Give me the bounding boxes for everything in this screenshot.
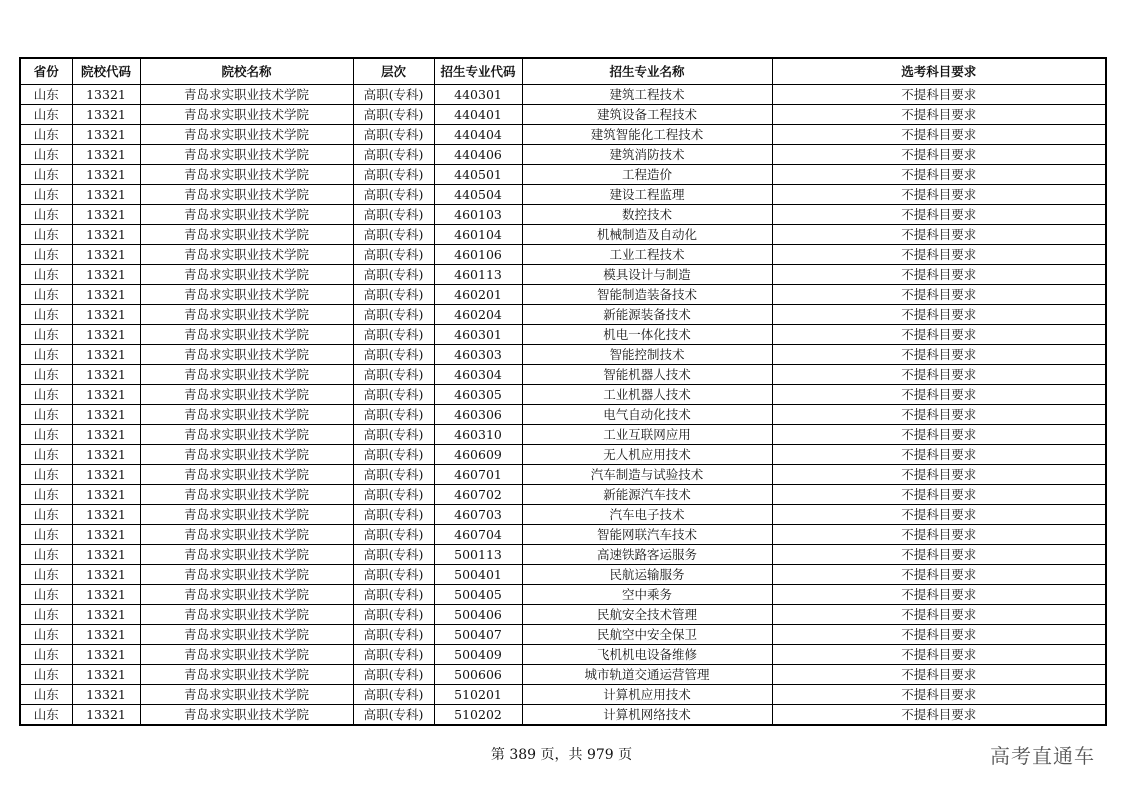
cell-province: 山东 xyxy=(20,565,72,585)
cell-subject-requirement: 不提科目要求 xyxy=(772,585,1106,605)
table-row xyxy=(20,385,1106,405)
cell-school-code: 13321 xyxy=(72,225,140,245)
cell-level: 高职(专科) xyxy=(353,305,434,325)
cell-province: 山东 xyxy=(20,685,72,705)
cell-major-name: 模具设计与制造 xyxy=(522,265,772,285)
cell-major-code: 460310 xyxy=(434,425,522,445)
cell-major-code: 440301 xyxy=(434,85,522,105)
cell-school-code: 13321 xyxy=(72,585,140,605)
table-row xyxy=(20,505,1106,525)
cell-major-name: 数控技术 xyxy=(522,205,772,225)
cell-major-name: 智能机器人技术 xyxy=(522,365,772,385)
table-row xyxy=(20,85,1106,105)
header-school-name: 院校名称 xyxy=(140,58,353,85)
cell-subject-requirement: 不提科目要求 xyxy=(772,285,1106,305)
cell-major-code: 440404 xyxy=(434,125,522,145)
cell-province: 山东 xyxy=(20,245,72,265)
cell-major-code: 460609 xyxy=(434,445,522,465)
table-body xyxy=(20,85,1106,726)
cell-subject-requirement: 不提科目要求 xyxy=(772,505,1106,525)
header-subject-requirement: 选考科目要求 xyxy=(772,58,1106,85)
cell-province: 山东 xyxy=(20,265,72,285)
cell-level: 高职(专科) xyxy=(353,465,434,485)
cell-school-code: 13321 xyxy=(72,425,140,445)
cell-subject-requirement: 不提科目要求 xyxy=(772,365,1106,385)
cell-major-name: 智能制造装备技术 xyxy=(522,285,772,305)
cell-level: 高职(专科) xyxy=(353,345,434,365)
cell-province: 山东 xyxy=(20,545,72,565)
cell-level: 高职(专科) xyxy=(353,685,434,705)
cell-major-code: 460701 xyxy=(434,465,522,485)
cell-major-name: 新能源汽车技术 xyxy=(522,485,772,505)
cell-major-code: 440401 xyxy=(434,105,522,125)
table-row xyxy=(20,545,1106,565)
table-row xyxy=(20,665,1106,685)
cell-school-code: 13321 xyxy=(72,105,140,125)
cell-subject-requirement: 不提科目要求 xyxy=(772,245,1106,265)
table-row xyxy=(20,685,1106,705)
cell-school-code: 13321 xyxy=(72,545,140,565)
cell-province: 山东 xyxy=(20,305,72,325)
cell-major-name: 新能源装备技术 xyxy=(522,305,772,325)
cell-school-name: 青岛求实职业技术学院 xyxy=(140,605,353,625)
table-row xyxy=(20,285,1106,305)
watermark: 高考直通车 xyxy=(990,744,1095,768)
cell-major-name: 工程造价 xyxy=(522,165,772,185)
table-row xyxy=(20,185,1106,205)
cell-major-code: 460306 xyxy=(434,405,522,425)
cell-school-name: 青岛求实职业技术学院 xyxy=(140,285,353,305)
table-row xyxy=(20,565,1106,585)
cell-level: 高职(专科) xyxy=(353,85,434,105)
table-row xyxy=(20,325,1106,345)
cell-major-name: 智能控制技术 xyxy=(522,345,772,365)
cell-level: 高职(专科) xyxy=(353,165,434,185)
table-row xyxy=(20,485,1106,505)
cell-major-code: 460303 xyxy=(434,345,522,365)
cell-school-name: 青岛求实职业技术学院 xyxy=(140,105,353,125)
page-number: 第 389 页，共 979 页 xyxy=(490,747,633,763)
cell-province: 山东 xyxy=(20,525,72,545)
cell-subject-requirement: 不提科目要求 xyxy=(772,445,1106,465)
cell-school-name: 青岛求实职业技术学院 xyxy=(140,325,353,345)
cell-school-name: 青岛求实职业技术学院 xyxy=(140,185,353,205)
cell-level: 高职(专科) xyxy=(353,145,434,165)
table-row xyxy=(20,645,1106,665)
cell-school-name: 青岛求实职业技术学院 xyxy=(140,565,353,585)
cell-major-name: 建筑工程技术 xyxy=(522,85,772,105)
cell-school-code: 13321 xyxy=(72,185,140,205)
table-row xyxy=(20,525,1106,545)
cell-major-code: 460204 xyxy=(434,305,522,325)
cell-province: 山东 xyxy=(20,325,72,345)
cell-major-name: 工业工程技术 xyxy=(522,245,772,265)
cell-school-name: 青岛求实职业技术学院 xyxy=(140,665,353,685)
cell-province: 山东 xyxy=(20,165,72,185)
cell-province: 山东 xyxy=(20,485,72,505)
cell-school-name: 青岛求实职业技术学院 xyxy=(140,425,353,445)
cell-school-name: 青岛求实职业技术学院 xyxy=(140,345,353,365)
cell-school-name: 青岛求实职业技术学院 xyxy=(140,525,353,545)
cell-major-name: 民航运输服务 xyxy=(522,565,772,585)
cell-level: 高职(专科) xyxy=(353,485,434,505)
cell-level: 高职(专科) xyxy=(353,205,434,225)
cell-subject-requirement: 不提科目要求 xyxy=(772,645,1106,665)
cell-major-code: 440504 xyxy=(434,185,522,205)
cell-subject-requirement: 不提科目要求 xyxy=(772,485,1106,505)
table-row xyxy=(20,145,1106,165)
cell-major-name: 飞机机电设备维修 xyxy=(522,645,772,665)
cell-province: 山东 xyxy=(20,505,72,525)
cell-major-name: 建筑设备工程技术 xyxy=(522,105,772,125)
cell-school-code: 13321 xyxy=(72,125,140,145)
cell-level: 高职(专科) xyxy=(353,705,434,726)
cell-major-code: 500606 xyxy=(434,665,522,685)
cell-school-code: 13321 xyxy=(72,405,140,425)
cell-school-name: 青岛求实职业技术学院 xyxy=(140,265,353,285)
cell-level: 高职(专科) xyxy=(353,605,434,625)
cell-subject-requirement: 不提科目要求 xyxy=(772,105,1106,125)
cell-level: 高职(专科) xyxy=(353,565,434,585)
cell-major-name: 建筑智能化工程技术 xyxy=(522,125,772,145)
cell-major-code: 460103 xyxy=(434,205,522,225)
cell-subject-requirement: 不提科目要求 xyxy=(772,145,1106,165)
cell-major-code: 440501 xyxy=(434,165,522,185)
cell-school-code: 13321 xyxy=(72,245,140,265)
table-row xyxy=(20,305,1106,325)
header-school-code: 院校代码 xyxy=(72,58,140,85)
cell-level: 高职(专科) xyxy=(353,245,434,265)
cell-level: 高职(专科) xyxy=(353,265,434,285)
cell-level: 高职(专科) xyxy=(353,425,434,445)
cell-major-code: 500405 xyxy=(434,585,522,605)
cell-province: 山东 xyxy=(20,665,72,685)
cell-school-code: 13321 xyxy=(72,525,140,545)
cell-level: 高职(专科) xyxy=(353,285,434,305)
cell-level: 高职(专科) xyxy=(353,125,434,145)
cell-major-name: 无人机应用技术 xyxy=(522,445,772,465)
cell-major-name: 电气自动化技术 xyxy=(522,405,772,425)
header-major-name: 招生专业名称 xyxy=(522,58,772,85)
cell-subject-requirement: 不提科目要求 xyxy=(772,425,1106,445)
cell-province: 山东 xyxy=(20,85,72,105)
cell-subject-requirement: 不提科目要求 xyxy=(772,325,1106,345)
cell-level: 高职(专科) xyxy=(353,585,434,605)
cell-school-code: 13321 xyxy=(72,305,140,325)
cell-major-name: 民航空中安全保卫 xyxy=(522,625,772,645)
table-row xyxy=(20,165,1106,185)
cell-major-code: 460703 xyxy=(434,505,522,525)
cell-subject-requirement: 不提科目要求 xyxy=(772,185,1106,205)
header-level: 层次 xyxy=(353,58,434,85)
cell-school-code: 13321 xyxy=(72,145,140,165)
cell-school-name: 青岛求实职业技术学院 xyxy=(140,485,353,505)
cell-school-name: 青岛求实职业技术学院 xyxy=(140,225,353,245)
cell-major-code: 500113 xyxy=(434,545,522,565)
table-row xyxy=(20,105,1106,125)
cell-major-code: 460301 xyxy=(434,325,522,345)
cell-province: 山东 xyxy=(20,345,72,365)
cell-major-name: 高速铁路客运服务 xyxy=(522,545,772,565)
cell-level: 高职(专科) xyxy=(353,365,434,385)
header-province: 省份 xyxy=(20,58,72,85)
cell-level: 高职(专科) xyxy=(353,105,434,125)
cell-school-code: 13321 xyxy=(72,345,140,365)
cell-major-code: 510202 xyxy=(434,705,522,726)
cell-major-name: 计算机网络技术 xyxy=(522,705,772,726)
cell-major-name: 智能网联汽车技术 xyxy=(522,525,772,545)
cell-major-name: 空中乘务 xyxy=(522,585,772,605)
cell-school-name: 青岛求实职业技术学院 xyxy=(140,365,353,385)
cell-subject-requirement: 不提科目要求 xyxy=(772,665,1106,685)
cell-province: 山东 xyxy=(20,445,72,465)
cell-school-code: 13321 xyxy=(72,205,140,225)
cell-major-name: 工业互联网应用 xyxy=(522,425,772,445)
cell-major-code: 460113 xyxy=(434,265,522,285)
cell-province: 山东 xyxy=(20,585,72,605)
table-row xyxy=(20,245,1106,265)
cell-major-name: 城市轨道交通运营管理 xyxy=(522,665,772,685)
cell-school-name: 青岛求实职业技术学院 xyxy=(140,445,353,465)
cell-school-name: 青岛求实职业技术学院 xyxy=(140,125,353,145)
cell-school-code: 13321 xyxy=(72,565,140,585)
cell-school-name: 青岛求实职业技术学院 xyxy=(140,385,353,405)
cell-subject-requirement: 不提科目要求 xyxy=(772,625,1106,645)
cell-level: 高职(专科) xyxy=(353,545,434,565)
table-row xyxy=(20,605,1106,625)
cell-school-name: 青岛求实职业技术学院 xyxy=(140,645,353,665)
cell-province: 山东 xyxy=(20,605,72,625)
cell-province: 山东 xyxy=(20,365,72,385)
cell-school-name: 青岛求实职业技术学院 xyxy=(140,585,353,605)
cell-province: 山东 xyxy=(20,185,72,205)
table-row xyxy=(20,205,1106,225)
cell-level: 高职(专科) xyxy=(353,385,434,405)
cell-subject-requirement: 不提科目要求 xyxy=(772,345,1106,365)
cell-school-code: 13321 xyxy=(72,605,140,625)
cell-school-name: 青岛求实职业技术学院 xyxy=(140,145,353,165)
table-row xyxy=(20,405,1106,425)
cell-level: 高职(专科) xyxy=(353,665,434,685)
table-row xyxy=(20,705,1106,726)
cell-province: 山东 xyxy=(20,225,72,245)
cell-major-code: 460702 xyxy=(434,485,522,505)
cell-subject-requirement: 不提科目要求 xyxy=(772,225,1106,245)
cell-major-name: 建设工程监理 xyxy=(522,185,772,205)
cell-province: 山东 xyxy=(20,645,72,665)
cell-major-name: 计算机应用技术 xyxy=(522,685,772,705)
cell-school-name: 青岛求实职业技术学院 xyxy=(140,405,353,425)
cell-major-code: 500406 xyxy=(434,605,522,625)
table-row xyxy=(20,425,1106,445)
header-row xyxy=(20,58,1106,85)
cell-school-name: 青岛求实职业技术学院 xyxy=(140,505,353,525)
table-row xyxy=(20,365,1106,385)
cell-school-code: 13321 xyxy=(72,445,140,465)
cell-major-name: 工业机器人技术 xyxy=(522,385,772,405)
cell-major-code: 440406 xyxy=(434,145,522,165)
cell-level: 高职(专科) xyxy=(353,645,434,665)
cell-subject-requirement: 不提科目要求 xyxy=(772,465,1106,485)
cell-major-code: 510201 xyxy=(434,685,522,705)
cell-level: 高职(专科) xyxy=(353,325,434,345)
cell-major-code: 460704 xyxy=(434,525,522,545)
cell-level: 高职(专科) xyxy=(353,625,434,645)
cell-school-name: 青岛求实职业技术学院 xyxy=(140,705,353,726)
cell-school-code: 13321 xyxy=(72,265,140,285)
cell-level: 高职(专科) xyxy=(353,405,434,425)
cell-major-code: 500407 xyxy=(434,625,522,645)
cell-province: 山东 xyxy=(20,145,72,165)
cell-province: 山东 xyxy=(20,125,72,145)
cell-school-code: 13321 xyxy=(72,485,140,505)
cell-school-code: 13321 xyxy=(72,385,140,405)
table-row xyxy=(20,465,1106,485)
cell-level: 高职(专科) xyxy=(353,505,434,525)
cell-level: 高职(专科) xyxy=(353,225,434,245)
cell-province: 山东 xyxy=(20,705,72,726)
cell-school-name: 青岛求实职业技术学院 xyxy=(140,545,353,565)
cell-major-code: 460201 xyxy=(434,285,522,305)
cell-province: 山东 xyxy=(20,105,72,125)
cell-school-name: 青岛求实职业技术学院 xyxy=(140,465,353,485)
cell-subject-requirement: 不提科目要求 xyxy=(772,405,1106,425)
cell-subject-requirement: 不提科目要求 xyxy=(772,545,1106,565)
cell-school-code: 13321 xyxy=(72,365,140,385)
cell-school-name: 青岛求实职业技术学院 xyxy=(140,625,353,645)
cell-major-code: 460304 xyxy=(434,365,522,385)
cell-province: 山东 xyxy=(20,385,72,405)
cell-school-code: 13321 xyxy=(72,325,140,345)
cell-level: 高职(专科) xyxy=(353,445,434,465)
cell-subject-requirement: 不提科目要求 xyxy=(772,565,1106,585)
cell-school-code: 13321 xyxy=(72,685,140,705)
cell-subject-requirement: 不提科目要求 xyxy=(772,685,1106,705)
cell-school-name: 青岛求实职业技术学院 xyxy=(140,205,353,225)
cell-province: 山东 xyxy=(20,205,72,225)
cell-major-name: 汽车制造与试验技术 xyxy=(522,465,772,485)
cell-level: 高职(专科) xyxy=(353,185,434,205)
cell-province: 山东 xyxy=(20,405,72,425)
cell-major-name: 机械制造及自动化 xyxy=(522,225,772,245)
cell-school-code: 13321 xyxy=(72,705,140,726)
cell-school-code: 13321 xyxy=(72,165,140,185)
cell-school-code: 13321 xyxy=(72,85,140,105)
table-row xyxy=(20,225,1106,245)
cell-school-code: 13321 xyxy=(72,285,140,305)
table-row xyxy=(20,265,1106,285)
cell-school-name: 青岛求实职业技术学院 xyxy=(140,305,353,325)
cell-school-name: 青岛求实职业技术学院 xyxy=(140,245,353,265)
cell-school-name: 青岛求实职业技术学院 xyxy=(140,165,353,185)
cell-school-code: 13321 xyxy=(72,465,140,485)
cell-province: 山东 xyxy=(20,465,72,485)
cell-province: 山东 xyxy=(20,425,72,445)
cell-major-code: 460305 xyxy=(434,385,522,405)
cell-school-name: 青岛求实职业技术学院 xyxy=(140,85,353,105)
cell-subject-requirement: 不提科目要求 xyxy=(772,125,1106,145)
cell-major-name: 建筑消防技术 xyxy=(522,145,772,165)
cell-subject-requirement: 不提科目要求 xyxy=(772,705,1106,726)
cell-subject-requirement: 不提科目要求 xyxy=(772,385,1106,405)
cell-subject-requirement: 不提科目要求 xyxy=(772,305,1106,325)
cell-province: 山东 xyxy=(20,285,72,305)
cell-subject-requirement: 不提科目要求 xyxy=(772,605,1106,625)
header-major-code: 招生专业代码 xyxy=(434,58,522,85)
cell-major-name: 民航安全技术管理 xyxy=(522,605,772,625)
cell-major-name: 机电一体化技术 xyxy=(522,325,772,345)
cell-school-name: 青岛求实职业技术学院 xyxy=(140,685,353,705)
cell-major-code: 500409 xyxy=(434,645,522,665)
cell-subject-requirement: 不提科目要求 xyxy=(772,205,1106,225)
table-row xyxy=(20,125,1106,145)
cell-subject-requirement: 不提科目要求 xyxy=(772,85,1106,105)
cell-subject-requirement: 不提科目要求 xyxy=(772,525,1106,545)
cell-school-code: 13321 xyxy=(72,625,140,645)
table-row xyxy=(20,445,1106,465)
cell-school-code: 13321 xyxy=(72,665,140,685)
cell-school-code: 13321 xyxy=(72,645,140,665)
cell-major-code: 500401 xyxy=(434,565,522,585)
cell-subject-requirement: 不提科目要求 xyxy=(772,165,1106,185)
cell-major-code: 460106 xyxy=(434,245,522,265)
table-row xyxy=(20,625,1106,645)
cell-subject-requirement: 不提科目要求 xyxy=(772,265,1106,285)
table-row xyxy=(20,345,1106,365)
cell-level: 高职(专科) xyxy=(353,525,434,545)
table-row xyxy=(20,585,1106,605)
cell-major-name: 汽车电子技术 xyxy=(522,505,772,525)
admissions-table xyxy=(19,57,1107,726)
cell-province: 山东 xyxy=(20,625,72,645)
cell-school-code: 13321 xyxy=(72,505,140,525)
cell-major-code: 460104 xyxy=(434,225,522,245)
